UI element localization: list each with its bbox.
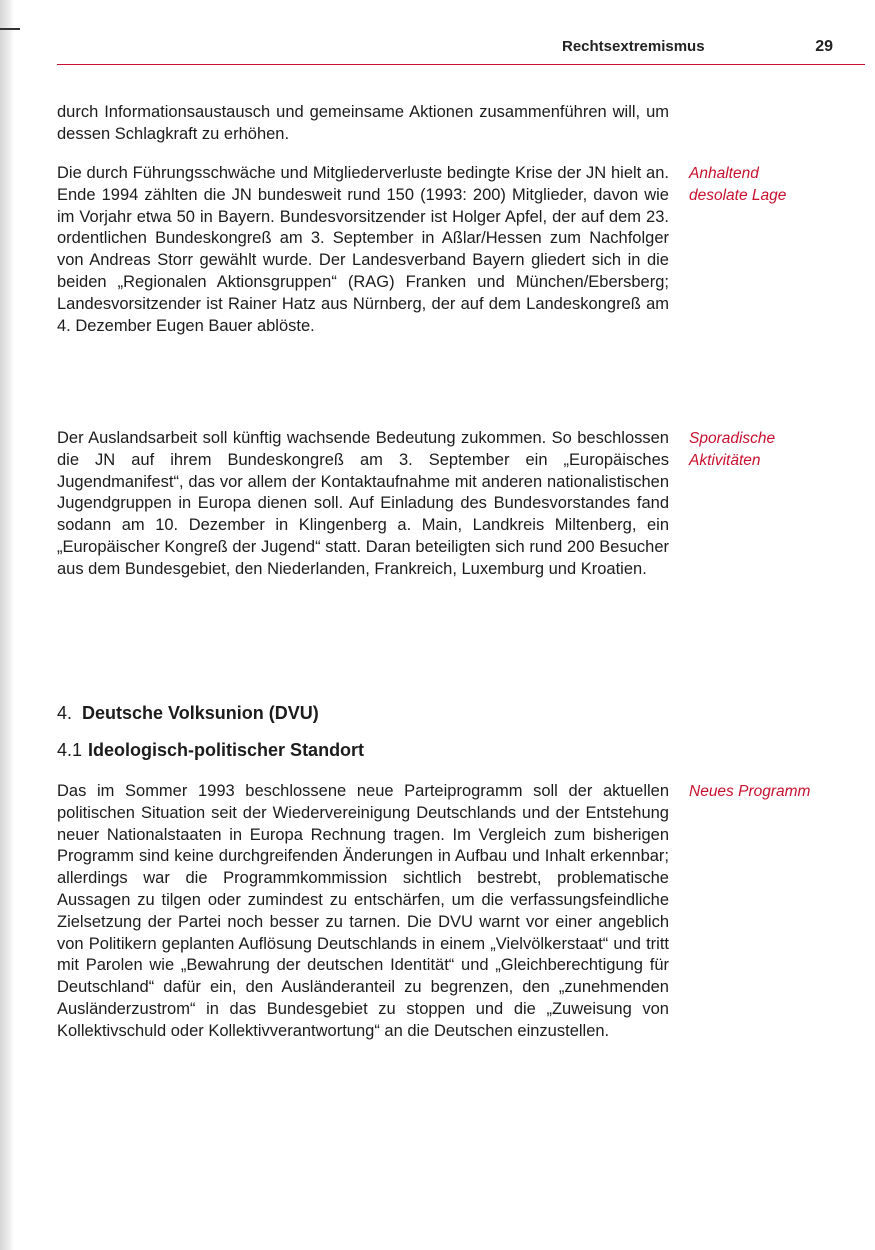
- book-spine-shadow: [0, 0, 14, 1250]
- margin-note-desolate: [689, 163, 869, 207]
- section-heading-4: [57, 702, 319, 724]
- section-title: Deutsche Volksunion (DVU): [82, 703, 319, 723]
- margin-note-line: Neues Programm: [689, 783, 811, 800]
- paragraph-text: Die durch Führungsschwäche und Mitgliederverluste bedingte Krise der JN hielt an. Ende 1994 zählten die JN bundesweit rund 150 (1993: 200) Mitglieder, davon wie im Vorjahr etwa 50 in Bayern. Bundesvorsitzender ist Holger Apfel, der auf dem 23. ordentlichen Bundeskongreß am 3. September in Aßlar/Hessen zum Nachfolger von Andreas Storr gewählt wurde. Der Landesverband Bayern gliedert sich in die beiden „Regionalen Aktionsgruppen“ (RAG) Franken und München/Ebersberg; Landesvorsitzender ist Rainer Hatz aus Nürnberg, der auf dem Landeskongreß am 4. Dezember Eugen Bauer ablöste.: [57, 164, 669, 335]
- page-edge-mark: [0, 28, 20, 30]
- margin-note-new-program: [689, 781, 869, 803]
- page-number: 29: [815, 38, 833, 55]
- section-title: Ideologisch-politischer Standort: [88, 740, 365, 760]
- section-heading-4-1: [57, 739, 364, 761]
- paragraph-text: durch Informationsaustausch und gemeinsame Aktionen zusammenführen will, um dessen Schlagkraft zu erhöhen.: [57, 103, 669, 143]
- paragraph-text: Das im Sommer 1993 beschlossene neue Parteiprogramm soll der aktuellen politischen Situation seit der Wiedervereinigung Deutschlands und der Entstehung neuer Nationalstaaten in Europa Rechnung tragen. Im Vergleich zum bisherigen Programm sind keine durchgreifenden Änderungen in Aufbau und Inhalt erkennbar; allerdings war die Programmkommission sichtlich bestrebt, problematische Aussagen zu tilgen oder zumindest zu entschärfen, um die verfassungsfeindliche Zielsetzung der Partei noch besser zu tarnen. Die DVU warnt vor einer angeblich von Politikern geplanten Auflösung Deutschlands in einem „Vielvölkerstaat“ und tritt mit Parolen wie „Bewahrung der deutschen Identität“ und „Gleichberechtigung für Deutschland“ dafür ein, den Ausländeranteil zu begrenzen, den „zunehmenden Ausländerzustrom“ in das Bundesgebiet zu stoppen und die „Zuweisung von Kollektivschuld oder Kollektivverantwortung“ an die Deutschen einzustellen.: [57, 782, 669, 1040]
- margin-note-line: Anhaltend: [689, 165, 759, 182]
- paragraph-jn-crisis: [57, 163, 669, 337]
- margin-note-line: Sporadische: [689, 430, 776, 447]
- paragraph-text: Der Auslandsarbeit soll künftig wachsende Bedeutung zukommen. So beschlossen die JN auf ihrem Bundeskongreß am 3. September ein „Europäisches Jugendmanifest“, das vor allem der Kontaktaufnahme mit anderen nationalistischen Jugendgruppen in Europa dienen soll. Auf Einladung des Bundesvorstandes fand sodann am 10. Dezember in Klingenberg a. Main, Landkreis Miltenberg, ein „Europäischer Kongreß der Jugend“ statt. Daran beteiligten sich rund 200 Besucher aus dem Bundesgebiet, den Niederlanden, Frankreich, Luxemburg und Kroatien.: [57, 429, 669, 578]
- margin-note-line: desolate Lage: [689, 186, 787, 204]
- margin-note-sporadic: [689, 428, 869, 472]
- paragraph-continuation: [57, 102, 669, 146]
- paragraph-foreign-work: [57, 428, 669, 581]
- running-title: Rechtsextremismus: [562, 38, 705, 55]
- paragraph-dvu-program: [57, 781, 669, 1043]
- section-number: 4.1: [57, 740, 83, 760]
- page-header: [57, 38, 865, 65]
- margin-note-line: Aktivitäten: [689, 451, 761, 469]
- section-number: 4.: [57, 703, 73, 723]
